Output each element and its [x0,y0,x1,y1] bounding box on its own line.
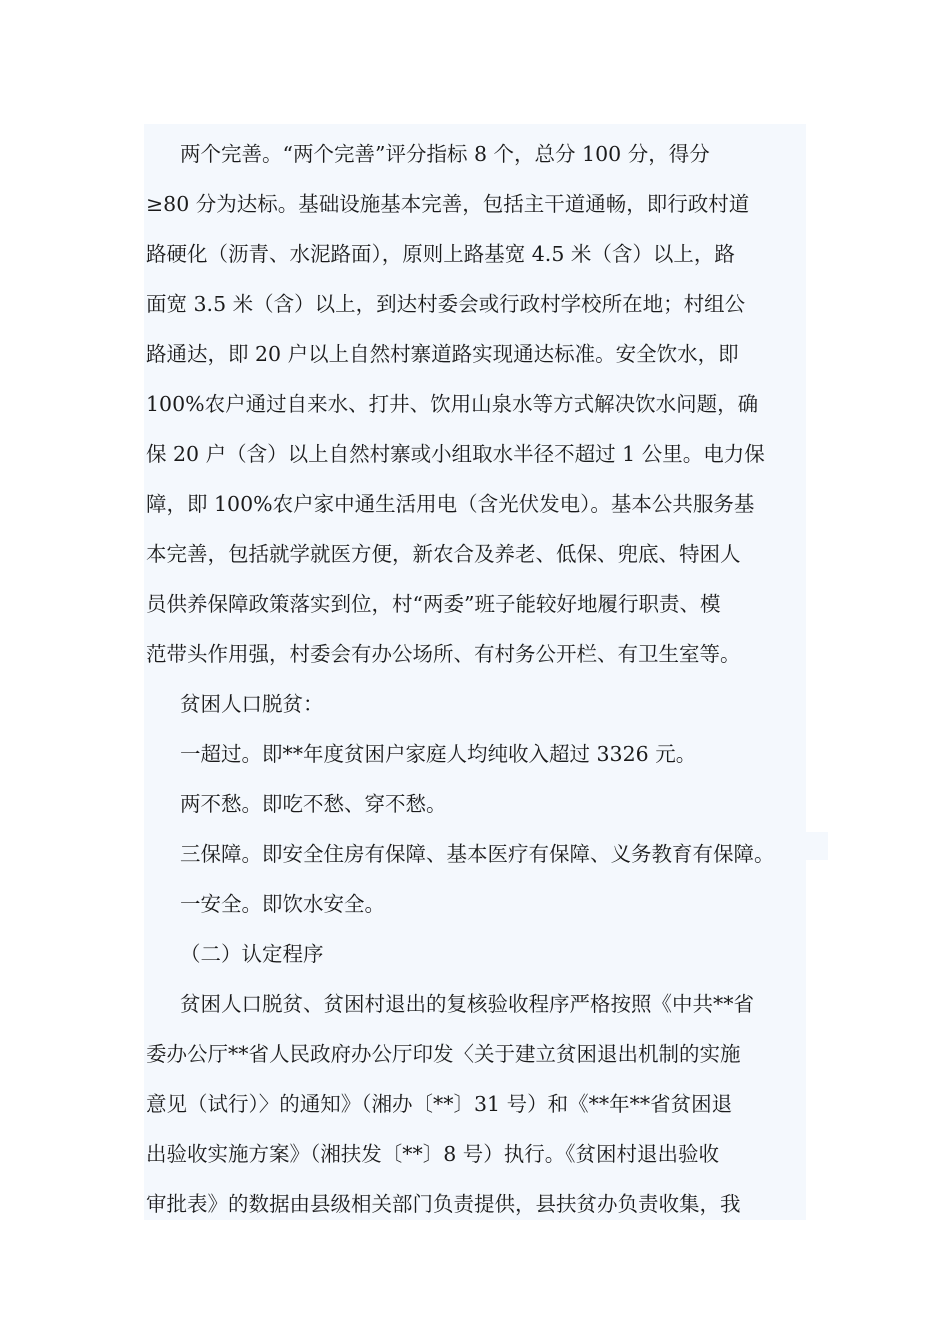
text-line: 出验收实施方案》（湘扶发〔**〕8 号）执行。《贫困村退出验收 [146,1142,720,1166]
text-highlight-extension [806,832,828,860]
text-line: 两不愁。即吃不愁、穿不愁。 [180,792,447,816]
text-line: 意见（试行）〉的通知》（湘办〔**〕31 号）和《**年**省贫困退 [146,1092,733,1116]
text-line: 本完善，包括就学就医方便，新农合及养老、低保、兜底、特困人 [146,542,741,566]
text-line: （二）认定程序 [180,942,324,966]
text-line: 一超过。即**年度贫困户家庭人均纯收入超过 3326 元。 [180,742,697,766]
text-line: 路硬化（沥青、水泥路面），原则上路基宽 4.5 米（含）以上，路 [146,242,735,266]
text-line: 范带头作用强，村委会有办公场所、有村务公开栏、有卫生室等。 [146,642,741,666]
text-line: 委办公厅**省人民政府办公厅印发〈关于建立贫困退出机制的实施 [146,1042,741,1066]
text-line: 审批表》的数据由县级相关部门负责提供，县扶贫办负责收集，我 [146,1192,741,1216]
text-line: 障，即 100%农户家中通生活用电（含光伏发电）。基本公共服务基 [146,492,755,516]
text-line: 一安全。即饮水安全。 [180,892,385,916]
text-line: 路通达，即 20 户以上自然村寨道路实现通达标准。安全饮水，即 [146,342,739,366]
document-body [146,129,806,1229]
text-line: 保 20 户（含）以上自然村寨或小组取水半径不超过 1 公里。电力保 [146,442,765,466]
text-line: 三保障。即安全住房有保障、基本医疗有保障、义务教育有保障。 [180,842,775,866]
text-line: 贫困人口脱贫、贫困村退出的复核验收程序严格按照《中共**省 [180,992,754,1016]
text-line: ≥80 分为达标。基础设施基本完善，包括主干道通畅，即行政村道 [146,192,750,216]
text-line: 贫困人口脱贫： [180,692,324,716]
text-line: 面宽 3.5 米（含）以上，到达村委会或行政村学校所在地；村组公 [146,292,746,316]
text-line: 两个完善。“两个完善”评分指标 8 个，总分 100 分，得分 [180,142,710,166]
text-line: 员供养保障政策落实到位，村“两委”班子能较好地履行职责、模 [146,592,721,616]
text-line: 100%农户通过自来水、打井、饮用山泉水等方式解决饮水问题，确 [146,392,759,416]
